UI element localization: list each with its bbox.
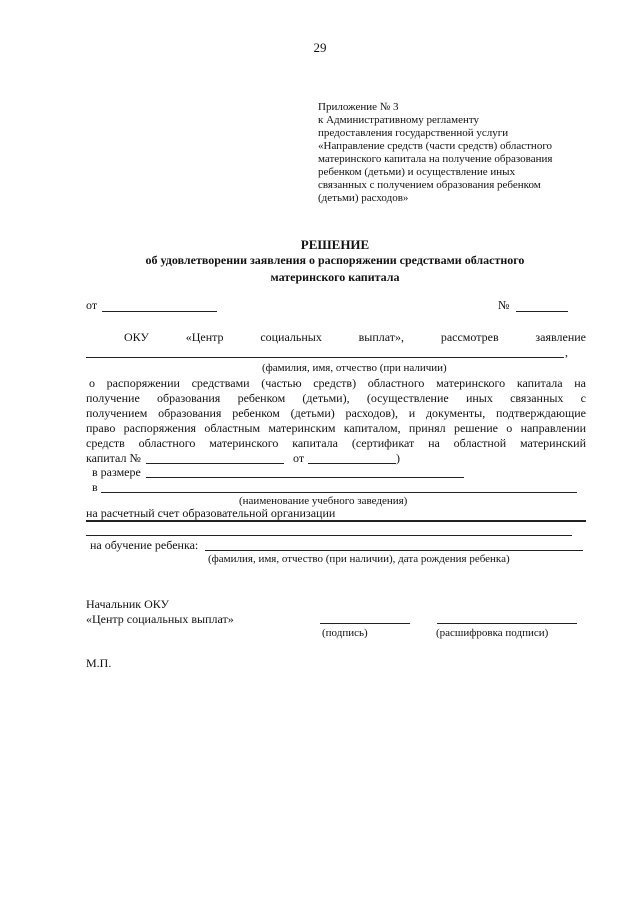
document-subtitle: об удовлетворении заявления о распоряжении средствами областного — [145, 253, 525, 267]
amount-label: в размере — [92, 465, 141, 479]
document-title: РЕШЕНИЕ — [300, 237, 370, 252]
child-caption: (фамилия, имя, отчество (при наличии), дата рождения ребенка) — [208, 553, 510, 565]
appendix-line: Приложение № 3 — [318, 101, 399, 113]
page-number: 29 — [313, 40, 327, 55]
body-line: средств областного материнского капитала (сертификат на областной материнский — [86, 436, 586, 450]
certificate-date-field[interactable] — [308, 463, 396, 464]
document-subtitle: материнского капитала — [270, 270, 400, 284]
intro-word: «Центр — [185, 330, 224, 344]
signer-line: Начальник ОКУ — [86, 597, 170, 611]
child-field[interactable] — [205, 550, 583, 551]
appendix-line: «Направление средств (части средств) областного — [318, 140, 553, 152]
child-label: на обучение ребенка: — [90, 538, 199, 552]
account-extra-line[interactable] — [86, 535, 572, 536]
stamp-label: М.П. — [86, 656, 112, 670]
intro-word: выплат», — [358, 330, 405, 344]
appendix-line: ребенком (детьми) и осуществление иных — [318, 166, 516, 178]
number-field[interactable] — [516, 311, 568, 312]
capital-label: капитал № — [86, 451, 141, 465]
body-line: о распоряжении средствами (частью средств) областного материнского капитала на — [89, 376, 586, 390]
intro-word: социальных — [260, 330, 322, 344]
appendix-line: предоставления государственной услуги — [318, 127, 509, 139]
signature-caption: (подпись) — [322, 627, 368, 639]
signature-field[interactable] — [320, 623, 410, 624]
body-line: получение образования ребенком (детьми), (осуществление иных связанных с — [86, 391, 586, 405]
appendix-line: связанных с получением образования ребенком — [318, 179, 541, 191]
capital-from-label: от — [293, 451, 305, 465]
appendix-line: материнского капитала на получение образования — [318, 153, 553, 165]
intro-line — [124, 330, 586, 345]
institution-field[interactable] — [101, 492, 577, 493]
number-label: № — [498, 298, 510, 312]
capital-close-paren: ) — [396, 451, 400, 465]
body-line: получением образования ребенком (детьми) расходов), и документы, подтверждающие — [86, 406, 586, 420]
signature-decoding-field[interactable] — [437, 623, 577, 624]
body-line: право распоряжения областным материнским капиталом, принял решение о направлении — [86, 421, 586, 435]
appendix-block — [318, 101, 552, 205]
date-label: от — [86, 298, 98, 312]
decoding-caption: (расшифровка подписи) — [436, 627, 549, 639]
certificate-number-field[interactable] — [146, 463, 284, 464]
intro-word: рассмотрев — [440, 330, 499, 344]
signer-line: «Центр социальных выплат» — [86, 612, 234, 626]
institution-caption: (наименование учебного заведения) — [239, 495, 408, 507]
intro-word: ОКУ — [124, 330, 149, 344]
institution-in-label: в — [92, 480, 98, 494]
account-text: на расчетный счет образовательной организации — [86, 506, 336, 520]
account-field[interactable] — [86, 520, 586, 522]
date-field[interactable] — [102, 311, 217, 312]
appendix-line: к Административному регламенту — [318, 114, 480, 126]
fio-caption: (фамилия, имя, отчество (при наличии) — [262, 362, 447, 374]
amount-field[interactable] — [146, 477, 464, 478]
intro-word: заявление — [535, 330, 586, 344]
applicant-name-field[interactable] — [86, 357, 564, 358]
comma: , — [565, 345, 568, 359]
appendix-line: (детьми) расходов» — [318, 192, 409, 204]
